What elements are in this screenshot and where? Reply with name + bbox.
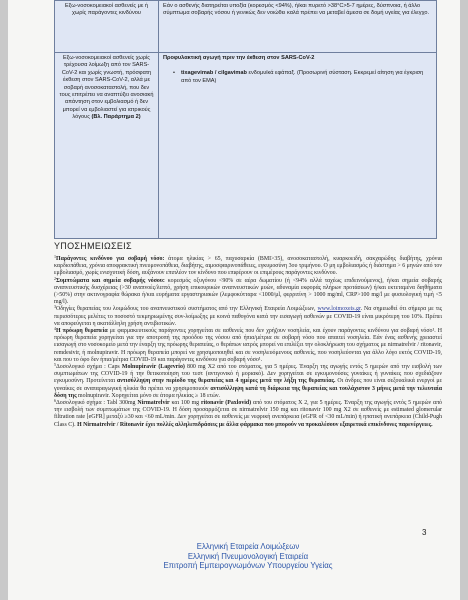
patient-group-text: Εξω-νοσοκομειακοί ασθενείς χωρίς τρέχουσα λοίμωξη από τον SARS-CoV-2 και χωρίς γνωστή, πρόσφατη έκθεση στον SARS-CoV-2, αλλά με σοβαρή ανοσοκαταστολή, που δεν τους επιτρέπει να αναπτύξει ανοσιακή απάντηση στον εμβολιασμό ή δεν μπορεί να εμβολιαστεί για ιατρικούς λόγους [59,55,154,121]
patient-group-text: Εξω-νοσοκομειακοί ασθενείς με ή χωρίς παράγοντες κινδύνου [64,3,149,17]
list-item [173,70,432,85]
footnote-text: . Να σημειωθεί ότι σήμερα με τις περισσότερες μελέτες το ποσοστό τεκμηριωμένης συν-λοίμωξης με κοινά παθογόνα κατά την εισαγωγή ασθενών με COVID-19 είναι μικρότερη του 10%. Πρέπει να αποφεύγεται η ακατάλληλη χρήση αντιβιοτικών. [54,306,442,327]
footnote-4: $^4$Η πρόωρη θεραπεία με φαρμακευτικούς παράγοντες χορηγείται σε ασθενείς που δεν χρήζουν νοσηλεία, και έχουν παράγοντες κινδύνου για σοβαρή νόσο¹. Η πρόωρη θεραπεία χορηγείται για την αποτροπή της προόδου της νόσου από ήπια/μέτρια σε σοβαρή νόσο που απαιτεί νοσηλεία. Εάν ένας ασθενής χρειαστεί εισαγωγή στο νοσοκομείο μετά την έναρξη της πρόωρης θεραπείας, ο θεράπων ιατρός μπορεί να επιλέξει την ολοκλήρωση του σχήματος με nirmatrelvir / ritonavir, remdesivir, ή molnupiravir. Η πρόωρη θεραπεία μπορεί να χρησιμοποιηθεί και σε νοσηλευόμενους ασθενείς, που νοσηλεύονται για άλλο λόγο εκτός COVID-19, και που το όφο δεν ήπια/μέτρια COVID-19 και παράγοντες κινδύνου για σοβαρή νόσο¹. [54,326,442,363]
footer-line-3: Επιτροπή Εμπειρογνωμόνων Υπουργείου Υγείας [163,561,333,571]
footnote-emphasis: αντισύλληψη στην περίοδο της θεραπείας και 4 ημέρες μετά την λήξη της θεραπείας. [116,378,336,385]
footnotes-heading: ΥΠΟΣΗΜΕΙΩΣΕΙΣ [54,241,132,251]
footnote-emphasis: αντισύλληψη κατά τη διάρκεια της θεραπείας και τουλάχιστον 3 μήνες μετά την τελευταία δόση της [54,385,442,399]
footer-line-2: Ελληνική Πνευμονολογική Εταιρεία [187,551,309,561]
prophylaxis-title: Προφυλακτική αγωγή πριν την έκθεση στον SARS-CoV-2 [163,55,315,61]
bullet-icon: • [173,70,175,77]
footnote-text: κορεσμός οξυγόνου <90% σε αέρα δωματίου (ή <94% αλλά ταχέως επιδεινούμενος), ή/και σημεία σοβαρής αναπνευστικής δυσχέρειας (>30 αναπνοές/λεπτό, χρήση επικουρικών αναπνευστικών μυών, αδυναμία εκφοράς πλήρων προτάσεων) ή/και εκτεταμένα διηθήματα (>50%) στην ακτινογραφία θώρακα ή/και ευρήματα εργαστηριακών (λεμφοκύτταρα <1000/μl, φερριτίνη > 1000 mg/ml, CRP>100 mg/l με φυσιολογική τιμή <5 mg/l). [54,277,442,306]
footnote-label: Παράγοντες κινδύνου για σοβαρή νόσο: [56,256,165,262]
footnote-text: Οι άνδρες που είναι σεξουαλικά ενεργοί με γυναίκες σε αναπαραγωγική ηλικία θα πρέπει να χρησιμοποιούν [54,378,443,392]
recommendation-cell [159,53,437,239]
table-row [55,53,437,239]
footnote-emphasis: Η Nirmatrelvir / Ritonavir έχει πολλές αλληλεπιδράσεις με άλλα φάρμακα που μπορούν να προκαλέσουν εξαιρετικά επικίνδυνες παρενέργειες. [77,421,433,428]
drug-name: Nirmatrelvir [137,400,170,407]
footnote-text: 800 mg Χ2 από του στόματος, για 5 ημέρες. Έναρξη της αγωγής εντός 5 ημερών από την εισβολή των συμπτωμάτων της COVID-19 ή την θετικοποίηση του τεστ (αντιγονικό ή μοριακό). Δεν χορηγείται σε εγκυμονούσες γυναίκες ή γυναίκες που σχεδιάζουν εγκυμοσύνη. Προτείνεται [54,364,442,385]
recommendations-table [54,0,437,239]
footnote-label: Συμπτώματα και σημεία σοβαρής νόσου: [56,277,165,284]
table-row [55,1,437,53]
patient-group-cell [55,53,159,239]
footnote-3: $^3$Οδηγίες θεραπείας του λοιμώδους του αναπνευστικού συστήματος από την Ελληνική Εταιρεία Λοιμώξεων, www.loimoxeis.gr. Να σημειωθεί ότι σήμερα με τις περισσότερες μελέτες το ποσοστό τεκμηριωμένης συν-λοίμωξης με κοινά παθογόνα κατά την εισαγωγή ασθενών με COVID-19 είναι μικρότερη του 10%. Πρέπει να αποφεύγεται η ακατάλληλη χρήση αντιβιοτικών. [54,304,442,327]
patient-group-cell [55,1,159,53]
footnote-text: άτομα ηλικίας > 65, παχυσαρκία (ΒΜΙ>35), ανοσοκαταστολή, κυαρκοειδή, σακχαρώδης διαβήτης, χρόνια καρδιοπάθεια, χρόνια αποφρακτική πνευμονοπάθεια, διαβήτης, αιμοσφαιρινοπάθειες, εγκυμοσύνη 3ου τριμήνου. Ο μη εμβολιασμός ή διάστημα > 6 μηνών από τον εμβολιασμό, χωρίς ενισχυτική δόση, αυξάνουν επιπλέον τον κίνδυνο που επιφέρουν οι επιμέρους παράγοντες κινδύνου. [54,256,442,277]
footnote-1: $^1$Παράγοντες κινδύνου για σοβαρή νόσο: άτομα ηλικίας > 65, παχυσαρκία (ΒΜΙ>35), ανοσοκαταστολή, κυαρκοειδή, σακχαρώδης διαβήτης, χρόνια καρδιοπάθεια, χρόνια αποφρακτική πνευμονοπάθεια, διαβήτης, αιμοσφαιρινοπάθειες, εγκυμοσύνη 3ου τριμήνου. Ο μη εμβολιασμός ή διάστημα > 6 μηνών από τον εμβολιασμό, χωρίς ενισχυτική δόση, αυξάνουν επιπλέον τον κίνδυνο που επιφέρουν οι επιμέρους παράγοντες κινδύνου. [54,254,442,277]
footnote-2: $^2$Συμπτώματα και σημεία σοβαρής νόσου: κορεσμός οξυγόνου <90% σε αέρα δωματίου (ή <94% αλλά ταχέως επιδεινούμενος), ή/και σημεία σοβαρής αναπνευστικής δυσχέρειας (>30 αναπνοές/λεπτό, χρήση επικουρικών αναπνευστικών μυών, αδυναμία εκφοράς πλήρων προτάσεων) ή/και εκτεταμένα διηθήματα (>50%) στην ακτινογραφία θώρακα ή/και ευρήματα εργαστηριακών (λεμφοκύτταρα <1000/μl, φερριτίνη > 1000 mg/ml, CRP>100 mg/l με φυσιολογική τιμή <5 mg/l). [54,275,442,306]
footnote-text: από του στόματος Χ 2, για 5 ημέρες. Έναρξη της αγωγής εντός 5 ημερών από την εισβολή των συμπτωμάτων της COVID-19. Η δόση προσαρμόζεται σε nirmatrelvir 150 mg και ritonavir 100 mg Χ2 σε ασθενείς με estimated glomerular filtration rate [eGFR] μεταξύ ≥30 και <60 mL/min. Δεν χορηγείται σε ασθενείς με νεφρική ανεπάρκεια (eGFR of <30 mL/min) ή ηπατική ανεπάρκεια (Child-Pugh Class C). [54,400,443,428]
page-footer [98,542,398,571]
drug-name: tixagevimab / cilgavimab [181,70,247,77]
footnote-label: Η πρόωρη θεραπεία [56,328,108,335]
footnote-5: $^5$Δοσολογικό σχήμα : Caps Molnupiravir (Lagevrio) 800 mg Χ2 από του στόματος, για 5 ημέρες. Έναρξη της αγωγής εντός 5 ημερών από την εισβολή των συμπτωμάτων της COVID-19 ή την θετικοποίηση του τεστ (αντιγονικό ή μοριακό). Δεν χορηγείται σε εγκυμονούσες γυναίκες ή γυναίκες που σχεδιάζουν εγκυμοσύνη. Προτείνεται αντισύλληψη στην περίοδο της θεραπείας και 4 ημέρες μετά την λήξη της θεραπείας. Οι άνδρες που είναι σεξουαλικά ενεργοί με γυναίκες σε αναπαραγωγική ηλικία θα πρέπει να χρησιμοποιούν αντισύλληψη κατά τη διάρκεια της θεραπείας και τουλάχιστον 3 μήνες μετά την τελευταία δόση της molnupiravir. Χορηγείται μόνο σε άτομα ηλικίας ≥ 18 ετών. [54,362,443,399]
drug-name: Molnupiravir (Lagevrio) [121,364,185,371]
footnote-text: Οδηγίες θεραπείας του λοιμώδους του αναπνευστικού συστήματος από την Ελληνική Εταιρεία Λοιμώξεων, [56,306,316,313]
recommendation-text: Εάν ο ασθενής διατηρείται υποξία (κορεσμός <94%), ή/και πυρετό >38°C>5-7 ημέρες, δύσπνοια, ή άλλο σύμπτωμα σοβαρής νόσου ή γενικώς δεν νοιώθει καλά πρέπει να μεταβεί άμεσα σε δομή υγείας για έλεγχο. [163,3,430,17]
annex-reference: (Βλ. Παράρτημα 2) [91,114,141,121]
footnote-text: Δοσολογικό σχήμα : Tabl 300mg [56,400,138,407]
footnote-6: $^6$Δοσολογικό σχήμα : Tabl 300mg Nirmatrelvir και 100 mg ritonavir (Paxlovid) από του στόματος Χ 2, για 5 ημέρες. Έναρξη της αγωγής εντός 5 ημερών από την εισβολή των συμπτωμάτων της COVID-19. Η δόση προσαρμόζεται σε nirmatrelvir 150 mg και ritonavir 100 mg Χ2 σε ασθενείς με estimated glomerular filtration rate [eGFR] μεταξύ ≥30 και <60 mL/min. Δεν χορηγείται σε ασθενείς με νεφρική ανεπάρκεια (eGFR of <30 mL/min) ή ηπατική ανεπάρκεια (Child-Pugh Class C). Η Nirmatrelvir / Ritonavir έχει πολλές αλληλεπιδράσεις με άλλα φάρμακα που μπορούν να προκαλέσουν εξαιρετικά επικίνδυνες παρενέργειες. [54,398,443,428]
loimoxeis-link[interactable]: www.loimoxeis.gr [317,306,361,313]
footnote-text: molnupiravir. Χορηγείται μόνο σε άτομα ηλικίας ≥ 18 ετών. [76,392,220,399]
document-page [8,0,460,600]
drug-description: ενδομυϊκά εφάπαξ. (Προσωρινή σύσταση. Εκκρεμεί αίτηση για έγκριση από τον EMA) [181,70,424,84]
footnote-text: Δοσολογικό σχήμα : Caps [56,364,122,371]
footnotes-section [54,241,442,429]
drug-name: ritonavir (Paxlovid) [200,400,252,407]
footnote-text: και 100 mg [169,400,201,407]
page-number: 3 [422,528,427,537]
footer-line-1: Ελληνική Εταιρεία Λοιμώξεων [196,542,300,551]
footnote-text: με φαρμακευτικούς παράγοντες χορηγείται σε ασθενείς που δεν χρήζουν νοσηλεία, και έχουν παράγοντες κινδύνου για σοβαρή νόσο¹. Η πρόωρη θεραπεία χορηγείται για την αποτροπή της προόδου της νόσου από ήπια/μέτρια σε σοβαρή νόσο που απαιτεί νοσηλεία. Εάν ένας ασθενής χρειαστεί εισαγωγή στο νοσοκομείο μετά την έναρξη της πρόωρης θεραπείας, ο θεράπων ιατρός μπορεί να επιλέξει την ολοκλήρωση του σχήματος με nirmatrelvir / ritonavir, remdesivir, ή molnupiravir. Η πρόωρη θεραπεία μπορεί να χρησιμοποιηθεί και σε νοσηλευόμενους ασθενείς, που νοσηλεύονται για άλλο λόγο εκτός COVID-19, και που το όφο δεν ήπια/μέτρια COVID-19 και παράγοντες κινδύνου για σοβαρή νόσο¹. [54,328,442,363]
recommendation-cell [159,1,437,53]
